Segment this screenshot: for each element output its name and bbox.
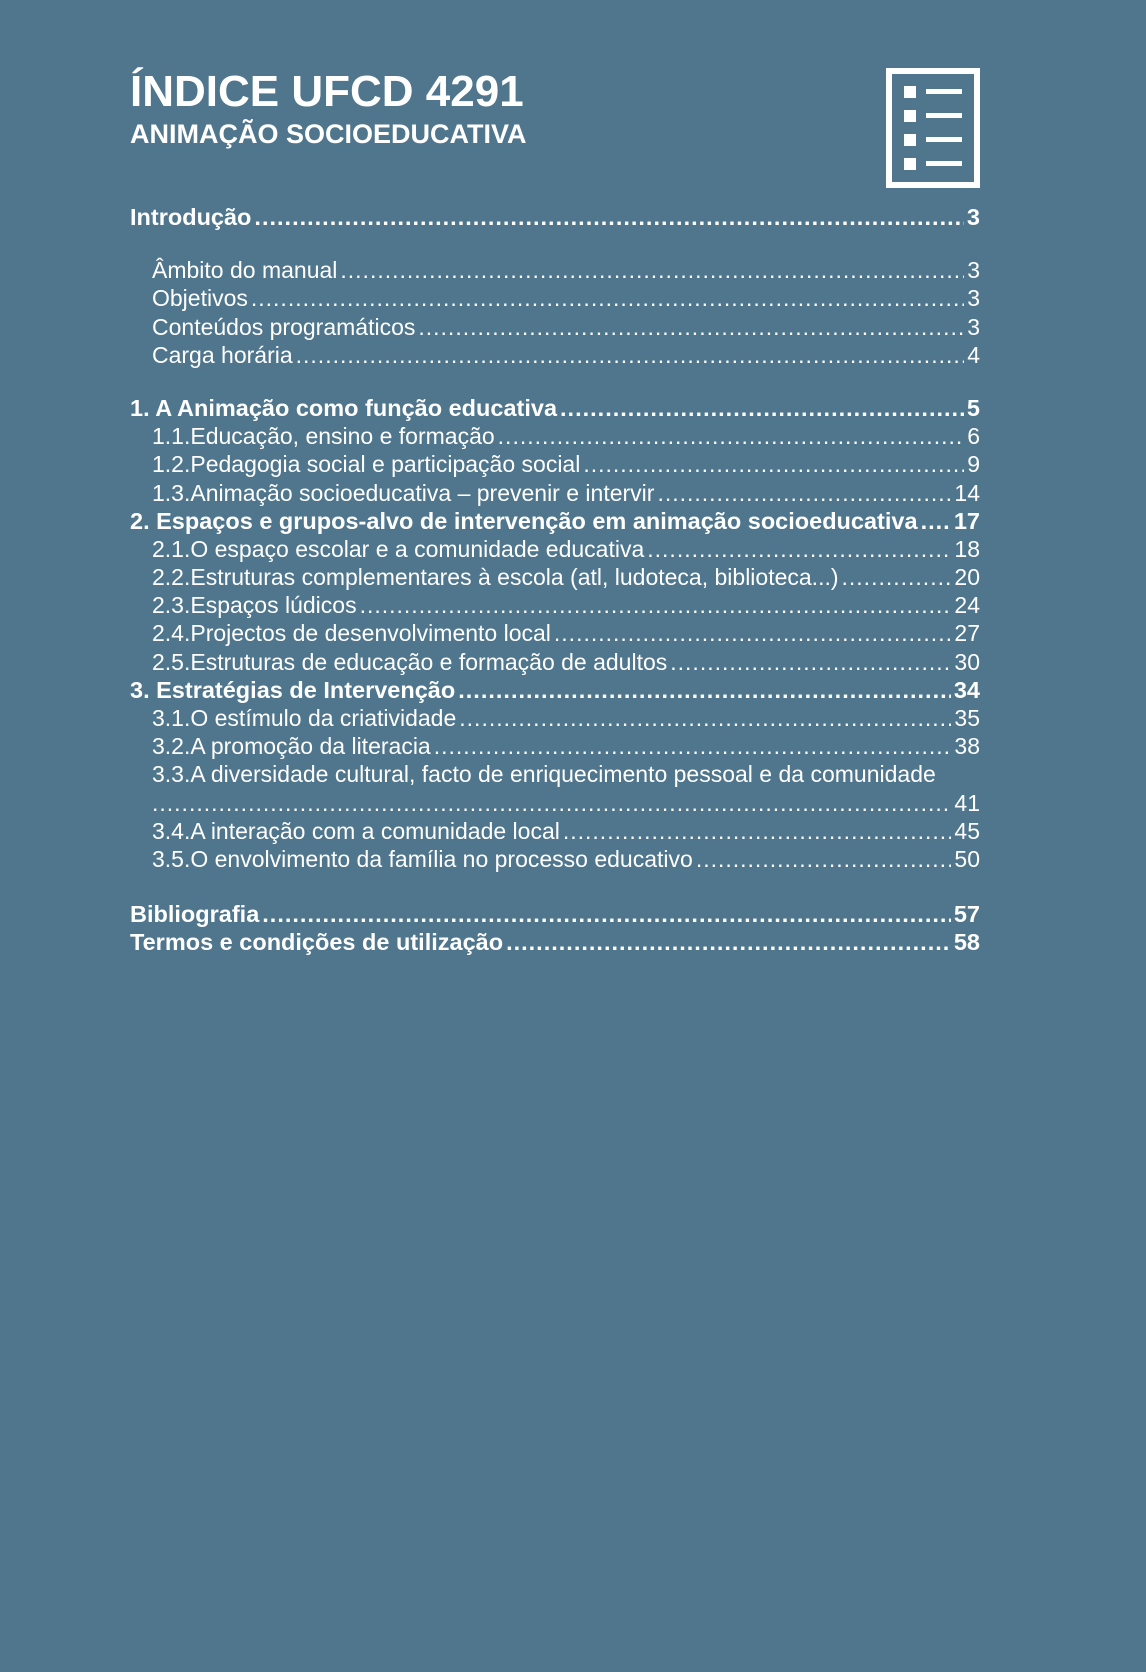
dot-leader xyxy=(554,619,952,647)
toc-entry-page: 14 xyxy=(954,479,980,506)
toc-entry-1-3[interactable] xyxy=(130,479,980,507)
toc-entry-page: 30 xyxy=(954,648,980,675)
dot-leader xyxy=(458,676,951,704)
toc-entry-page: 3 xyxy=(966,204,980,230)
dot-leader xyxy=(506,928,951,956)
toc-entry-label: Termos e condições de utilização xyxy=(130,929,504,956)
toc-entry-page: 57 xyxy=(953,901,980,928)
dot-leader xyxy=(696,845,952,873)
toc-entry-label: 1.1.Educação, ensino e formação xyxy=(152,423,495,450)
toc-entry-page: 58 xyxy=(953,929,980,956)
dot-leader xyxy=(657,479,951,507)
toc-entry-3-1[interactable] xyxy=(130,704,980,732)
toc-entry-label: 3.1.O estímulo da criatividade xyxy=(152,705,457,731)
toc-entry-3-5[interactable] xyxy=(130,845,980,873)
toc-entry-conteudos[interactable] xyxy=(130,313,980,341)
toc-entry-page: 20 xyxy=(954,564,980,591)
toc-entry-3-2[interactable] xyxy=(130,732,980,760)
toc-section-2[interactable] xyxy=(130,507,980,535)
dot-leader xyxy=(251,284,964,312)
toc-entry-label: 3. Estratégias de Intervenção xyxy=(130,676,456,703)
toc-entry-label: Objetivos xyxy=(152,285,248,312)
toc-entry-page: 4 xyxy=(967,341,980,368)
dot-leader xyxy=(340,256,964,284)
dot-leader xyxy=(296,341,965,369)
toc-entry-carga-horaria[interactable] xyxy=(130,341,980,369)
toc-entry-label: 1.3.Animação socioeducativa – prevenir e intervir xyxy=(152,479,655,506)
toc-entry-label: Conteúdos programáticos xyxy=(152,313,416,340)
toc-entry-label: 3.4.A interação com a comunidade local xyxy=(152,817,560,844)
toc-entry-label: 1. A Animação como função educativa xyxy=(130,394,558,421)
toc-entry-page: 38 xyxy=(954,733,980,760)
toc-entry-page: 18 xyxy=(954,535,980,562)
toc-entry-label: Bibliografia xyxy=(130,901,260,928)
dot-leader xyxy=(842,563,952,591)
toc-entry-page: 6 xyxy=(967,423,980,450)
toc-entry-label: 2.4.Projectos de desenvolvimento local xyxy=(152,620,551,647)
table-of-contents xyxy=(130,203,980,957)
dot-leader xyxy=(498,422,965,450)
toc-entry-ambito[interactable] xyxy=(130,256,980,284)
toc-entry-2-1[interactable] xyxy=(130,535,980,563)
dot-leader xyxy=(418,313,964,341)
toc-entry-label: 2.1.O espaço escolar e a comunidade educativa xyxy=(152,535,645,562)
dot-leader xyxy=(254,203,964,231)
toc-entry-label: 3.3.A diversidade cultural, facto de enriquecimento pessoal e da comunidade xyxy=(152,761,936,788)
toc-entry-3-4[interactable] xyxy=(130,817,980,845)
toc-entry-bibliografia[interactable] xyxy=(130,900,980,928)
toc-entry-termos[interactable] xyxy=(130,928,980,956)
toc-entry-label: 2.5.Estruturas de educação e formação de adultos xyxy=(152,648,668,675)
toc-entry-page: 41 xyxy=(954,789,980,816)
toc-entry-page: 5 xyxy=(966,394,980,421)
dot-leader xyxy=(921,507,951,535)
toc-entry-label: Carga horária xyxy=(152,341,293,368)
toc-entry-page: 50 xyxy=(954,845,980,872)
toc-page xyxy=(130,0,980,1672)
toc-entry-page: 3 xyxy=(967,313,980,340)
header xyxy=(130,66,980,196)
toc-entry-2-4[interactable] xyxy=(130,619,980,647)
toc-entry-page: 35 xyxy=(954,705,980,731)
toc-entry-objetivos[interactable] xyxy=(130,284,980,312)
toc-entry-2-3[interactable] xyxy=(130,591,980,619)
toc-entry-3-3[interactable] xyxy=(130,760,980,788)
dot-leader xyxy=(647,535,951,563)
toc-entry-label: 2. Espaços e grupos-alvo de intervenção em animação socioeducativa xyxy=(130,507,918,534)
dot-leader xyxy=(670,648,951,676)
toc-entry-page: 24 xyxy=(954,592,980,619)
page-title: ÍNDICE UFCD 4291 xyxy=(130,67,524,116)
toc-entry-page: 45 xyxy=(954,817,980,844)
toc-section-3[interactable] xyxy=(130,676,980,704)
dot-leader xyxy=(360,591,952,619)
toc-entry-page: 34 xyxy=(953,676,980,703)
toc-entry-page: 27 xyxy=(954,620,980,647)
toc-entry-page: 17 xyxy=(953,507,980,534)
dot-leader xyxy=(152,789,951,817)
toc-entry-introducao[interactable] xyxy=(130,203,980,231)
toc-entry-label: 2.2.Estruturas complementares à escola (atl, ludoteca, biblioteca...) xyxy=(152,564,839,591)
toc-entry-label: 1.2.Pedagogia social e participação social xyxy=(152,451,581,478)
dot-leader xyxy=(459,704,951,732)
toc-entry-2-2[interactable] xyxy=(130,563,980,591)
page-subtitle: ANIMAÇÃO SOCIOEDUCATIVA xyxy=(130,119,527,149)
toc-entry-label: 2.3.Espaços lúdicos xyxy=(152,592,357,619)
dot-leader xyxy=(262,900,951,928)
toc-entry-label: Introdução xyxy=(130,204,252,230)
dot-leader xyxy=(583,450,964,478)
toc-entry-1-1[interactable] xyxy=(130,422,980,450)
dot-leader xyxy=(563,817,952,845)
dot-leader xyxy=(434,732,952,760)
toc-entry-label: 3.2.A promoção da literacia xyxy=(152,733,431,760)
toc-entry-2-5[interactable] xyxy=(130,648,980,676)
toc-entry-label: 3.5.O envolvimento da família no processo educativo xyxy=(152,845,693,872)
toc-entry-1-2[interactable] xyxy=(130,450,980,478)
toc-entry-page: 3 xyxy=(967,285,980,312)
toc-entry-label: Âmbito do manual xyxy=(152,257,338,284)
list-document-icon xyxy=(886,68,980,188)
toc-entry-page: 3 xyxy=(967,257,980,284)
toc-section-1[interactable] xyxy=(130,394,980,422)
dot-leader xyxy=(560,394,964,422)
toc-entry-page: 9 xyxy=(967,451,980,478)
toc-entry-3-3-continuation[interactable] xyxy=(130,789,980,817)
